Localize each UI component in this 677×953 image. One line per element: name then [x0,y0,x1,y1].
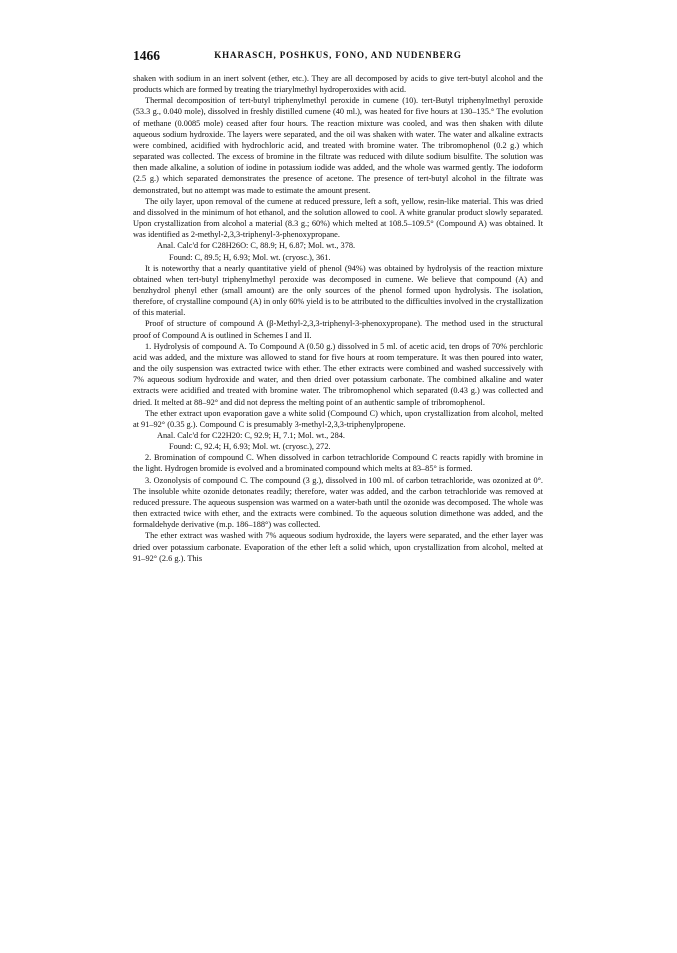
paragraph: The ether extract upon evaporation gave a white solid (Compound C) which, upon crystallization from alcohol, melted at 91–92° (0.35 g.). Compound C is presumably 3-methyl-2,3,3-triphenylpropene. [133,408,543,429]
page-header [133,48,543,64]
page-number: 1466 [133,48,160,63]
running-title: KHARASCH, POSHKUS, FONO, AND NUDENBERG [214,50,462,60]
paragraph: The ether extract was washed with 7% aqueous sodium hydroxide, the layers were separated, and the ether layer was dried over potassium carbonate. Evaporation of the ether left a solid which, upon crystallization from alcohol, melted at 91–92° (2.6 g.). This [133,531,543,563]
analysis-calculated: Anal. Calc'd for C22H20: C, 92.9; H, 7.1; Mol. wt., 284. [157,431,345,440]
article-body [133,73,543,564]
paragraph: Thermal decomposition of tert-butyl triphenylmethyl peroxide in cumene (10). tert-Butyl triphenylmethyl peroxide (53.3 g., 0.040 mole), dissolved in freshly distilled cumene (40 ml.), was heated for five hours at 130–135.° The evolution of methane (0.0085 mole) ceased after four hours. The reaction mixture was cooled, and was then shaken with dilute aqueous sodium hydroxide. The layers were separated, and the oil was shaken with water. The water and alkaline extracts were combined, acidified with hydrochloric acid, and treated with bromine water. The tribromophenol (0.2 g.) which separated was collected. The excess of bromine in the filtrate was reduced with dilute sodium bisulfite. The solution was then made alkaline, a solution of iodine in potassium iodide was added, and the whole was warmed gently. The iodoform (2.5 g.) which separated demonstrates the presence of acetone. The presence of tert-butyl alcohol in the filtrate was demonstrated, but no attempt was made to estimate the amount present. [133,96,543,195]
analysis-found: Found: C, 89.5; H, 6.93; Mol. wt. (cryosc.), 361. [169,252,331,262]
paragraph: It is noteworthy that a nearly quantitative yield of phenol (94%) was obtained by hydrolysis of the reaction mixture obtained when tert-butyl triphenylmethyl peroxide was decomposed in cumene. We believe that compound (A) and benzhydrol phenyl ether (small amount) are the only sources of the phenol formed upon hydrolysis. The isolation, therefore, of crystalline compound (A) in only 60% yield is to be attributed to the difficulties involved in the crystallization of this material. [133,263,543,318]
paragraph: 3. Ozonolysis of compound C. The compound (3 g.), dissolved in 100 ml. of carbon tetrachloride, was ozonized at 0°. The insoluble white ozonide detonates readily; therefore, water was added, and the carbon tetrachloride was removed at reduced pressure. The aqueous suspension was warmed on a water-bath until the ozonide was decomposed. The whole was then extracted twice with ether, and the extracts were combined. To the aqueous solution dimethone was added, and the formaldehyde derivative (m.p. 186–188°) was collected. [133,475,543,530]
paragraph: The oily layer, upon removal of the cumene at reduced pressure, left a soft, yellow, resin-like material. This was dried and dissolved in the minimum of hot ethanol, and the solution allowed to cool. A white granular product slowly separated. Upon crystallization from alcohol a material (8.3 g.; 60%) which melted at 108.5–109.5° (Compound A) was obtained. It was identified as 2-methyl-2,3,3-triphenyl-3-phenoxypropane. [133,196,543,240]
paragraph: Proof of structure of compound A (β-Methyl-2,3,3-triphenyl-3-phenoxypropane). The method used in the structural proof of Compound A is outlined in Schemes I and II. [133,319,543,340]
analysis-calculated: Anal. Calc'd for C28H26O: C, 88.9; H, 6.87; Mol. wt., 378. [157,241,356,251]
analysis-found: Found: C, 92.4; H, 6.93; Mol. wt. (cryosc.), 272. [169,442,331,452]
paragraph: 1. Hydrolysis of compound A. To Compound A (0.50 g.) dissolved in 5 ml. of acetic acid, ten drops of 70% perchloric acid was added, and the mixture was allowed to stand for five hours at room temperature. It was then poured into water, and the oily suspension was extracted twice with ether. The ether extracts were combined and washed successively with 7% aqueous sodium hydroxide and water, and then dried over potassium carbonate. The combined alkaline and water extracts were acidified and treated with bromine water. The tribromophenol which separated (0.43 g.) was collected and dried. It melted at 88–92° and did not depress the melting point of an authentic sample of tribromophenol. [133,341,543,407]
paragraph: shaken with sodium in an inert solvent (ether, etc.). They are all decomposed by acids to give tert-butyl alcohol and the products which are formed by treating the triarylmethyl hydroperoxides with acid. [133,74,543,95]
paragraph: 2. Bromination of compound C. When dissolved in carbon tetrachloride Compound C reacts rapidly with bromine in the light. Hydrogen bromide is evolved and a brominated compound which melts at 83–85° is formed. [133,453,543,474]
